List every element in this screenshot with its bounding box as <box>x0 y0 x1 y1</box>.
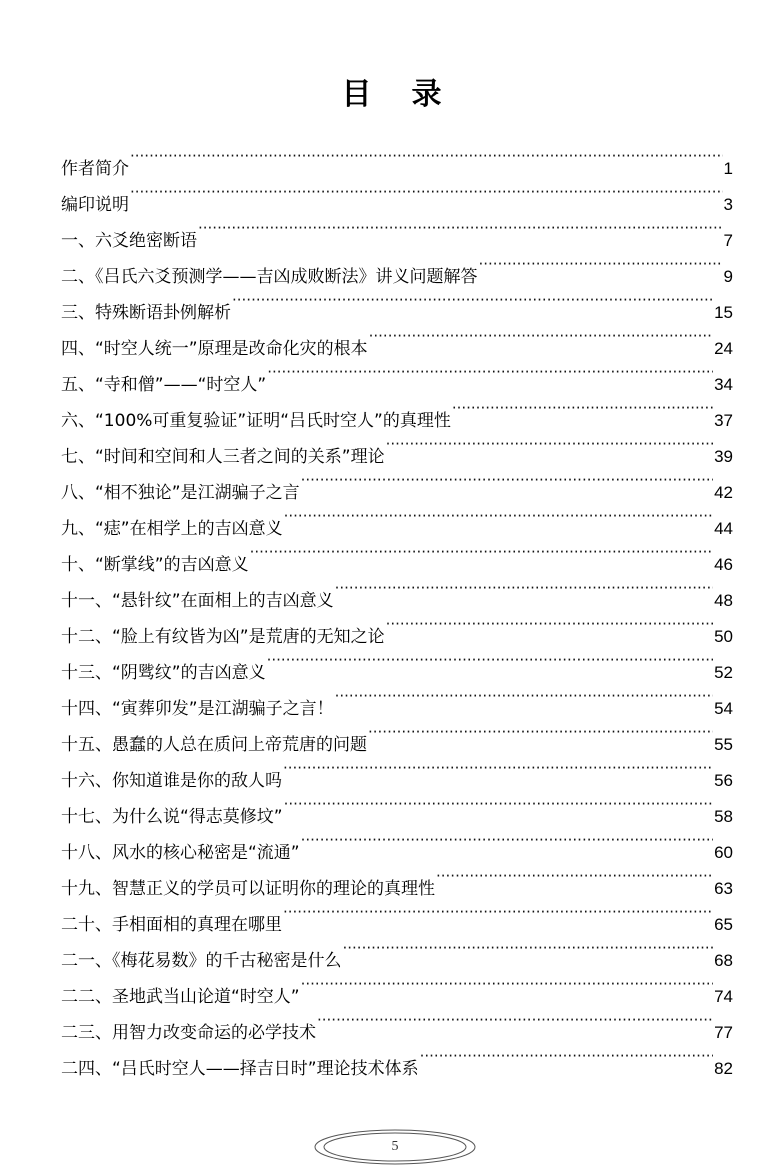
dot-leader <box>300 462 714 498</box>
dot-leader <box>282 894 714 930</box>
toc-entry[interactable] <box>61 138 733 179</box>
toc-entry-page: 58 <box>714 807 733 826</box>
toc-entry-title: 作者简介 <box>61 159 129 179</box>
toc-entry-title: 二三、用智力改变命运的必学技术 <box>61 1023 316 1043</box>
dot-leader <box>249 534 714 570</box>
dot-leader <box>231 282 714 318</box>
toc-entry-page: 56 <box>714 771 733 790</box>
toc-entry-page: 48 <box>714 591 733 610</box>
toc-entry-page: 77 <box>714 1023 733 1042</box>
page-number: 5 <box>391 1139 399 1154</box>
toc-entry-title: 一、六爻绝密断语 <box>61 231 197 251</box>
toc-entry-page: 52 <box>714 663 733 682</box>
toc-entry-page: 63 <box>714 879 733 898</box>
page-title: 目录 <box>341 77 482 112</box>
dot-leader <box>266 642 714 678</box>
toc-entry-page: 55 <box>714 735 733 754</box>
toc-entry-title: 九、“痣”在相学上的吉凶意义 <box>61 519 283 539</box>
toc-entry-title: 十九、智慧正义的学员可以证明你的理论的真理性 <box>61 879 435 899</box>
toc-entry-page: 9 <box>723 267 733 286</box>
toc-entry-page: 34 <box>714 375 733 394</box>
toc-entry-page: 42 <box>714 483 733 502</box>
dot-leader <box>435 858 714 894</box>
toc-entry-title: 十三、“阴骘纹”的吉凶意义 <box>61 663 266 683</box>
dot-leader <box>368 318 714 354</box>
toc-entry-page: 54 <box>714 699 733 718</box>
toc-entry-page: 68 <box>714 951 733 970</box>
toc-entry-title: 十七、为什么说“得志莫修坟” <box>61 807 283 827</box>
dot-leader <box>266 354 714 390</box>
toc-entry-page: 39 <box>714 447 733 466</box>
toc-entry-title: 四、“时空人统一”原理是改命化灾的根本 <box>61 339 368 359</box>
toc-entry-title: 五、“寺和僧”——“时空人” <box>61 375 267 395</box>
dot-leader <box>197 210 724 246</box>
dot-leader <box>419 1038 714 1074</box>
toc-entry-title: 八、“相不独论”是江湖骗子之言 <box>61 483 300 503</box>
dot-leader <box>283 498 714 534</box>
toc-entry-title: 二四、“吕氏时空人——择吉日时”理论技术体系 <box>61 1059 419 1079</box>
dot-leader <box>282 750 714 786</box>
toc-entry-page: 74 <box>714 987 733 1006</box>
dot-leader <box>300 966 714 1002</box>
toc-entry-page: 60 <box>714 843 733 862</box>
dot-leader <box>385 606 714 642</box>
toc-entry[interactable] <box>61 174 733 215</box>
toc-entry-page: 46 <box>714 555 733 574</box>
dot-leader <box>283 786 714 822</box>
dot-leader <box>129 138 724 174</box>
dot-leader <box>342 930 715 966</box>
toc-entry-page: 37 <box>714 411 733 430</box>
toc-entry-title: 十二、“脸上有纹皆为凶”是荒唐的无知之论 <box>61 627 385 647</box>
toc-entry-title: 十、“断掌线”的吉凶意义 <box>61 555 249 575</box>
dot-leader <box>129 174 724 210</box>
toc-entry-page: 3 <box>723 195 733 214</box>
toc-entry-title: 十五、愚蠢的人总在质问上帝荒唐的问题 <box>61 735 367 755</box>
table-of-contents <box>61 138 733 1079</box>
dot-leader <box>451 390 714 426</box>
toc-entry-page: 82 <box>714 1059 733 1078</box>
toc-entry-title: 编印说明 <box>61 195 129 215</box>
toc-entry-title: 二二、圣地武当山论道“时空人” <box>61 987 300 1007</box>
toc-entry-title: 三、特殊断语卦例解析 <box>61 303 231 323</box>
toc-entry[interactable] <box>61 210 733 251</box>
dot-leader <box>300 822 714 858</box>
toc-entry-page: 44 <box>714 519 733 538</box>
toc-entry-page: 1 <box>723 159 733 178</box>
toc-entry-page: 7 <box>723 231 733 250</box>
dot-leader <box>334 570 714 606</box>
toc-entry-title: 六、“100%可重复验证”证明“吕氏时空人”的真理性 <box>61 411 451 431</box>
dot-leader <box>385 426 714 462</box>
dot-leader <box>478 246 724 282</box>
dot-leader <box>367 714 714 750</box>
toc-entry-page: 24 <box>714 339 733 358</box>
page-number-badge <box>313 1128 477 1166</box>
toc-entry-title: 二一、《梅花易数》的千古秘密是什么 <box>61 951 342 971</box>
toc-entry-page: 15 <box>714 303 733 322</box>
toc-entry-title: 七、“时间和空间和人三者之间的关系”理论 <box>61 447 385 467</box>
toc-entry-title: 十六、你知道谁是你的敌人吗 <box>61 771 282 791</box>
toc-entry-title: 十八、风水的核心秘密是“流通” <box>61 843 300 863</box>
dot-leader <box>334 678 714 714</box>
dot-leader <box>316 1002 714 1038</box>
toc-entry-page: 50 <box>714 627 733 646</box>
toc-entry-page: 65 <box>714 915 733 934</box>
toc-entry-title: 二十、手相面相的真理在哪里 <box>61 915 282 935</box>
toc-entry-title: 十四、“寅葬卯发”是江湖骗子之言！ <box>61 699 334 719</box>
toc-entry-title: 二、《吕氏六爻预测学——吉凶成败断法》讲义问题解答 <box>61 267 478 287</box>
toc-entry-title: 十一、“悬针纹”在面相上的吉凶意义 <box>61 591 334 611</box>
